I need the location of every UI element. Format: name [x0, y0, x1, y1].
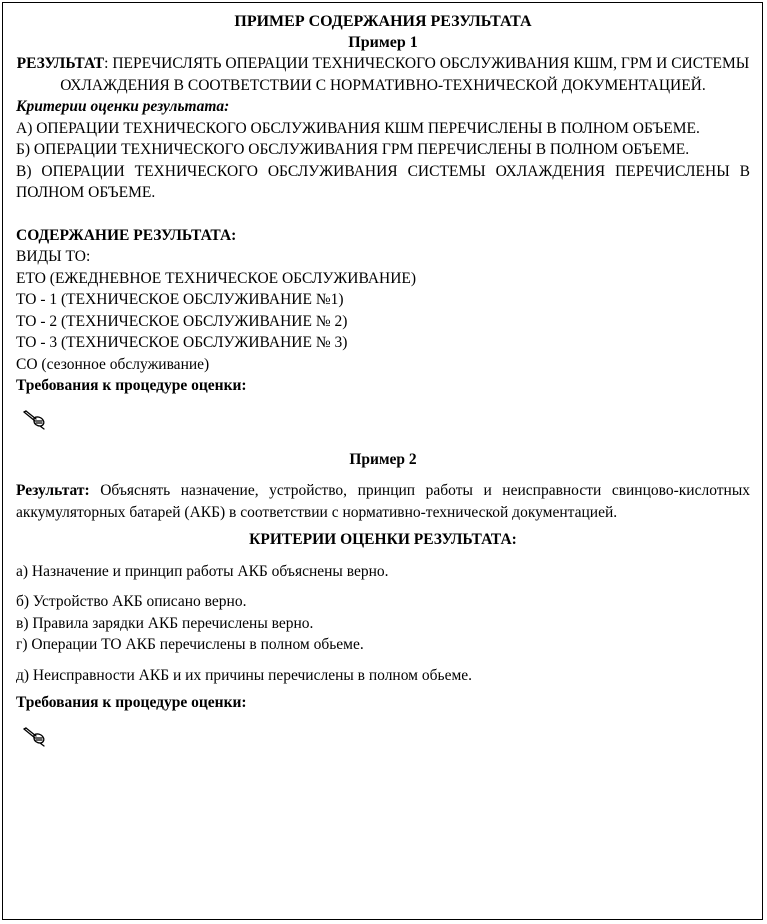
example2-criterion-c: в) Правила зарядки АКБ перечислены верно. [16, 614, 314, 632]
content-line: СО (сезонное обслуживание) [16, 355, 210, 373]
content-line: ТО - 3 (ТЕХНИЧЕСКОЕ ОБСЛУЖИВАНИЕ № 3) [16, 334, 348, 351]
example1-requirements-marker [16, 397, 750, 443]
example1-content-title: СОДЕРЖАНИЕ РЕЗУЛЬТАТА: [16, 226, 237, 244]
content-line: ВИДЫ ТО: [16, 248, 91, 265]
document-frame [2, 2, 763, 920]
example1-result-label: РЕЗУЛЬТАТ [16, 55, 105, 72]
example1-criteria-title: Критерии оценки результата: [16, 98, 230, 115]
document-title: ПРИМЕР СОДЕРЖАНИЯ РЕЗУЛЬТАТА [234, 13, 532, 30]
example1-criterion-c: В) ОПЕРАЦИИ ТЕХНИЧЕСКОГО ОБСЛУЖИВАНИЯ СИСТЕМЫ ОХЛАЖДЕНИЯ ПЕРЕЧИСЛЕНЫ В ПОЛНОМ ОБЪЕМЕ. [16, 162, 750, 201]
content-line: ТО - 1 (ТЕХНИЧЕСКОЕ ОБСЛУЖИВАНИЕ №1) [16, 291, 344, 308]
example2-criterion-d: г) Операции ТО АКБ перечислены в полном обьеме. [16, 636, 364, 653]
spacer [16, 204, 750, 225]
example2-title: Пример 2 [349, 450, 417, 468]
example1-title: Пример 1 [348, 34, 418, 51]
example2-result [16, 480, 750, 523]
example2-criterion-b: б) Устройство АКБ описано верно. [16, 593, 247, 610]
example1-result [16, 53, 750, 96]
example2-criterion-e: д) Неисправности АКБ и их причины перечислены в полном обьеме. [16, 666, 473, 684]
example2-criterion-a: а) Назначение и принцип работы АКБ объяснены верно. [16, 562, 389, 580]
example2-result-label: Результат: [16, 482, 90, 499]
example1-requirements-title: Требования к процедуре оценки: [16, 377, 247, 394]
writing-hand-icon [22, 726, 48, 748]
content-line: ЕТО (ЕЖЕДНЕВНОЕ ТЕХНИЧЕСКОЕ ОБСЛУЖИВАНИЕ) [16, 269, 417, 287]
example1-criterion-a: А) ОПЕРАЦИИ ТЕХНИЧЕСКОГО ОБСЛУЖИВАНИЯ КШМ ПЕРЕЧИСЛЕНЫ В ПОЛНОМ ОБЪЕМЕ. [16, 119, 700, 137]
example1-result-text: : ПЕРЕЧИСЛЯТЬ ОПЕРАЦИИ ТЕХНИЧЕСКОГО ОБСЛУЖИВАНИЯ КШМ, ГРМ И СИСТЕМЫ ОХЛАЖДЕНИЯ В СООТВЕТСТВИИ С НОРМАТИВНО-ТЕХНИЧЕСКОЙ ДОКУМЕНТАЦИЕЙ. [60, 55, 750, 94]
example2-requirements-marker [16, 714, 750, 760]
example2-result-text: Объяснять назначение, устройство, принцип работы и неисправности свинцово-кислотных аккумуляторных батарей (АКБ) в соответствии с нормативно-технической документацией. [16, 482, 750, 521]
example2-requirements-title: Требования к процедуре оценки: [16, 694, 247, 711]
content-line: ТО - 2 (ТЕХНИЧЕСКОЕ ОБСЛУЖИВАНИЕ № 2) [16, 312, 348, 330]
example2-criteria-title: КРИТЕРИИ ОЦЕНКИ РЕЗУЛЬТАТА: [249, 531, 517, 548]
writing-hand-icon [22, 409, 48, 431]
example1-criterion-b: Б) ОПЕРАЦИИ ТЕХНИЧЕСКОГО ОБСЛУЖИВАНИЯ ГРМ ПЕРЕЧИСЛЕНЫ В ПОЛНОМ ОБЪЕМЕ. [16, 141, 690, 158]
